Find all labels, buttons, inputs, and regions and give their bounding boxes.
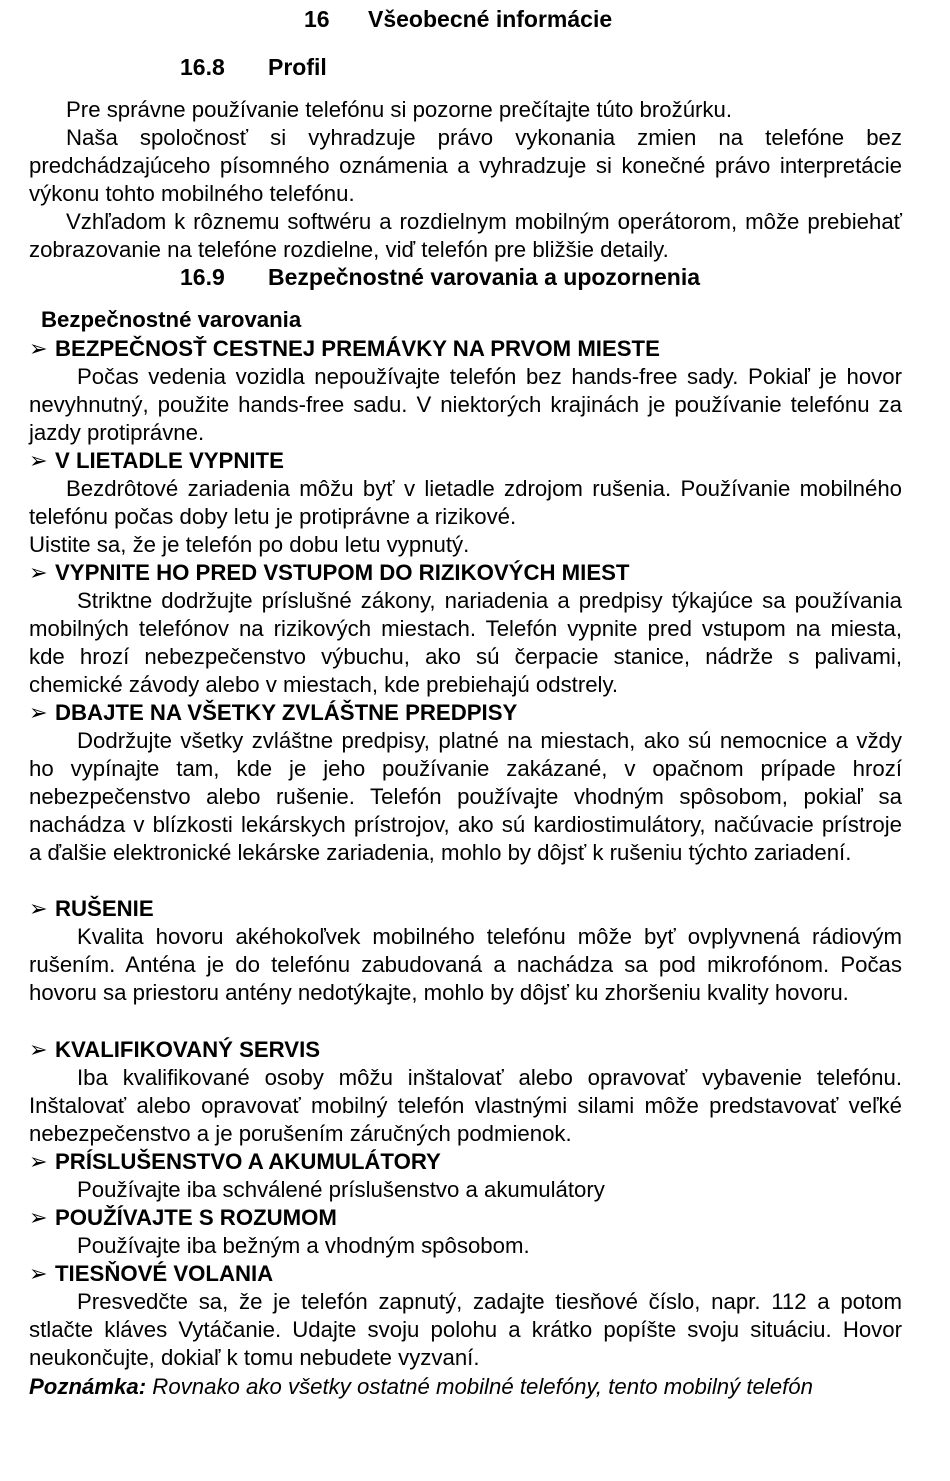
section-number: 16.9 <box>180 264 225 290</box>
safety-item-text: Kvalita hovoru akéhokoľvek mobilného telefónu môže byť ovplyvnená rádiovým rušením. Anténa je do telefónu zabudovaná a nachádza sa pod mikrofónom. Počas hovoru sa priestoru antény nedotýkajte, mohlo by dôjsť ku zhoršeniu kvality hovoru. <box>29 924 902 1006</box>
profile-paragraph-2: Naša spoločnosť si vyhradzuje právo vykonania zmien na telefóne bez predchádzajúceho písomného oznámenia a vyhradzuje si konečné právo interpretácie výkonu tohto mobilného telefónu. <box>29 125 902 207</box>
safety-item-text: Používajte iba bežným a vhodným spôsobom. <box>77 1233 530 1258</box>
section-heading-safety <box>180 264 700 291</box>
arrow-bullet-icon: ➢ <box>29 1205 48 1230</box>
profile-paragraph-3: Vzhľadom k rôznemu softwéru a rozdielnym mobilným operátorom, môže prebiehať zobrazovanie na telefóne rozdielne, viď telefón pre bližšie detaily. <box>29 209 902 263</box>
arrow-bullet-icon: ➢ <box>29 336 48 361</box>
arrow-bullet-icon: ➢ <box>29 896 48 921</box>
safety-subtitle: Bezpečnostné varovania <box>41 307 302 332</box>
safety-item-title: ➢ RUŠENIE <box>29 896 154 921</box>
chapter-number: 16 <box>304 6 330 32</box>
safety-item-title: ➢ POUŽÍVAJTE S ROZUMOM <box>29 1205 337 1230</box>
safety-item-text: Dodržujte všetky zvláštne predpisy, platné na miestach, ako sú nemocnice a vždy ho vypínajte tam, kde je jeho používanie zakázané, v opačnom prípade hrozí nebezpečenstvo alebo rušenie. Telefón používajte vhodným spôsobom, pokiaľ sa nachádza v blízkosti lekárskych prístrojov, ako sú kardiostimulátory, načúvacie prístroje a ďalšie elektronické lekárske zariadenia, mohlo by dôjsť k rušeniu týchto zariadení. <box>29 728 902 866</box>
note-label: Poznámka: <box>29 1374 147 1399</box>
safety-item-text: Iba kvalifikované osoby môžu inštalovať alebo opravovať vybavenie telefónu. Inštalovať alebo opravovať mobilný telefón vlastnými silami môže predstavovať veľké nebezpečenstvo a je porušením záručných podmienok. <box>29 1065 902 1147</box>
arrow-bullet-icon: ➢ <box>29 1037 48 1062</box>
safety-item-title: ➢ VYPNITE HO PRED VSTUPOM DO RIZIKOVÝCH MIEST <box>29 560 630 585</box>
section-number: 16.8 <box>180 54 225 80</box>
safety-item-text: Presvedčte sa, že je telefón zapnutý, zadajte tiesňové číslo, napr. 112 a potom stlačte kláves Vytáčanie. Udajte svoju polohu a krátko popíšte svoju situáciu. Hovor neukončujte, dokiaľ k tomu nebudete vyzvaní. <box>29 1289 902 1371</box>
arrow-bullet-icon: ➢ <box>29 1149 48 1174</box>
safety-item-title: ➢ BEZPEČNOSŤ CESTNEJ PREMÁVKY NA PRVOM MIESTE <box>29 336 660 361</box>
safety-item-text: Striktne dodržujte príslušné zákony, nariadenia a predpisy týkajúce sa používania mobilných telefónov na rizikových miestach. Telefón vypnite pred vstupom na miesta, kde hrozí nebezpečenstvo výbuchu, ako sú čerpacie stanice, nádrže s palivami, chemické závody alebo v miestach, kde prebiehajú odstrely. <box>29 588 902 698</box>
chapter-heading <box>304 6 612 33</box>
section-title: Profil <box>268 54 327 80</box>
safety-item-title: ➢ V LIETADLE VYPNITE <box>29 448 284 473</box>
arrow-bullet-icon: ➢ <box>29 560 48 585</box>
safety-item-text: Používajte iba schválené príslušenstvo a akumulátory <box>77 1177 605 1202</box>
safety-item-text-extra: Uistite sa, že je telefón po dobu letu vypnutý. <box>29 532 470 557</box>
section-heading-profile <box>180 54 327 81</box>
note-paragraph <box>29 1373 902 1401</box>
arrow-bullet-icon: ➢ <box>29 1261 48 1286</box>
note-text: Rovnako ako všetky ostatné mobilné telefóny, tento mobilný telefón <box>146 1374 813 1399</box>
safety-item-title: ➢ KVALIFIKOVANÝ SERVIS <box>29 1037 321 1062</box>
arrow-bullet-icon: ➢ <box>29 700 48 725</box>
safety-item-title: ➢ TIESŇOVÉ VOLANIA <box>29 1261 274 1286</box>
safety-item-text: Počas vedenia vozidla nepoužívajte telefón bez hands-free sady. Pokiaľ je hovor nevyhnutný, použite hands-free sadu. V niektorých krajinách je používanie telefónu za jazdy protiprávne. <box>29 364 902 446</box>
profile-paragraph-1: Pre správne používanie telefónu si pozorne prečítajte túto brožúrku. <box>66 97 733 122</box>
arrow-bullet-icon: ➢ <box>29 448 48 473</box>
safety-item-text: Bezdrôtové zariadenia môžu byť v lietadle zdrojom rušenia. Používanie mobilného telefónu počas doby letu je protiprávne a rizikové. <box>29 476 902 530</box>
section-title: Bezpečnostné varovania a upozornenia <box>268 264 701 290</box>
chapter-title: Všeobecné informácie <box>368 6 613 32</box>
safety-item-title: ➢ PRÍSLUŠENSTVO A AKUMULÁTORY <box>29 1149 441 1174</box>
safety-item-title: ➢ DBAJTE NA VŠETKY ZVLÁŠTNE PREDPISY <box>29 700 518 725</box>
